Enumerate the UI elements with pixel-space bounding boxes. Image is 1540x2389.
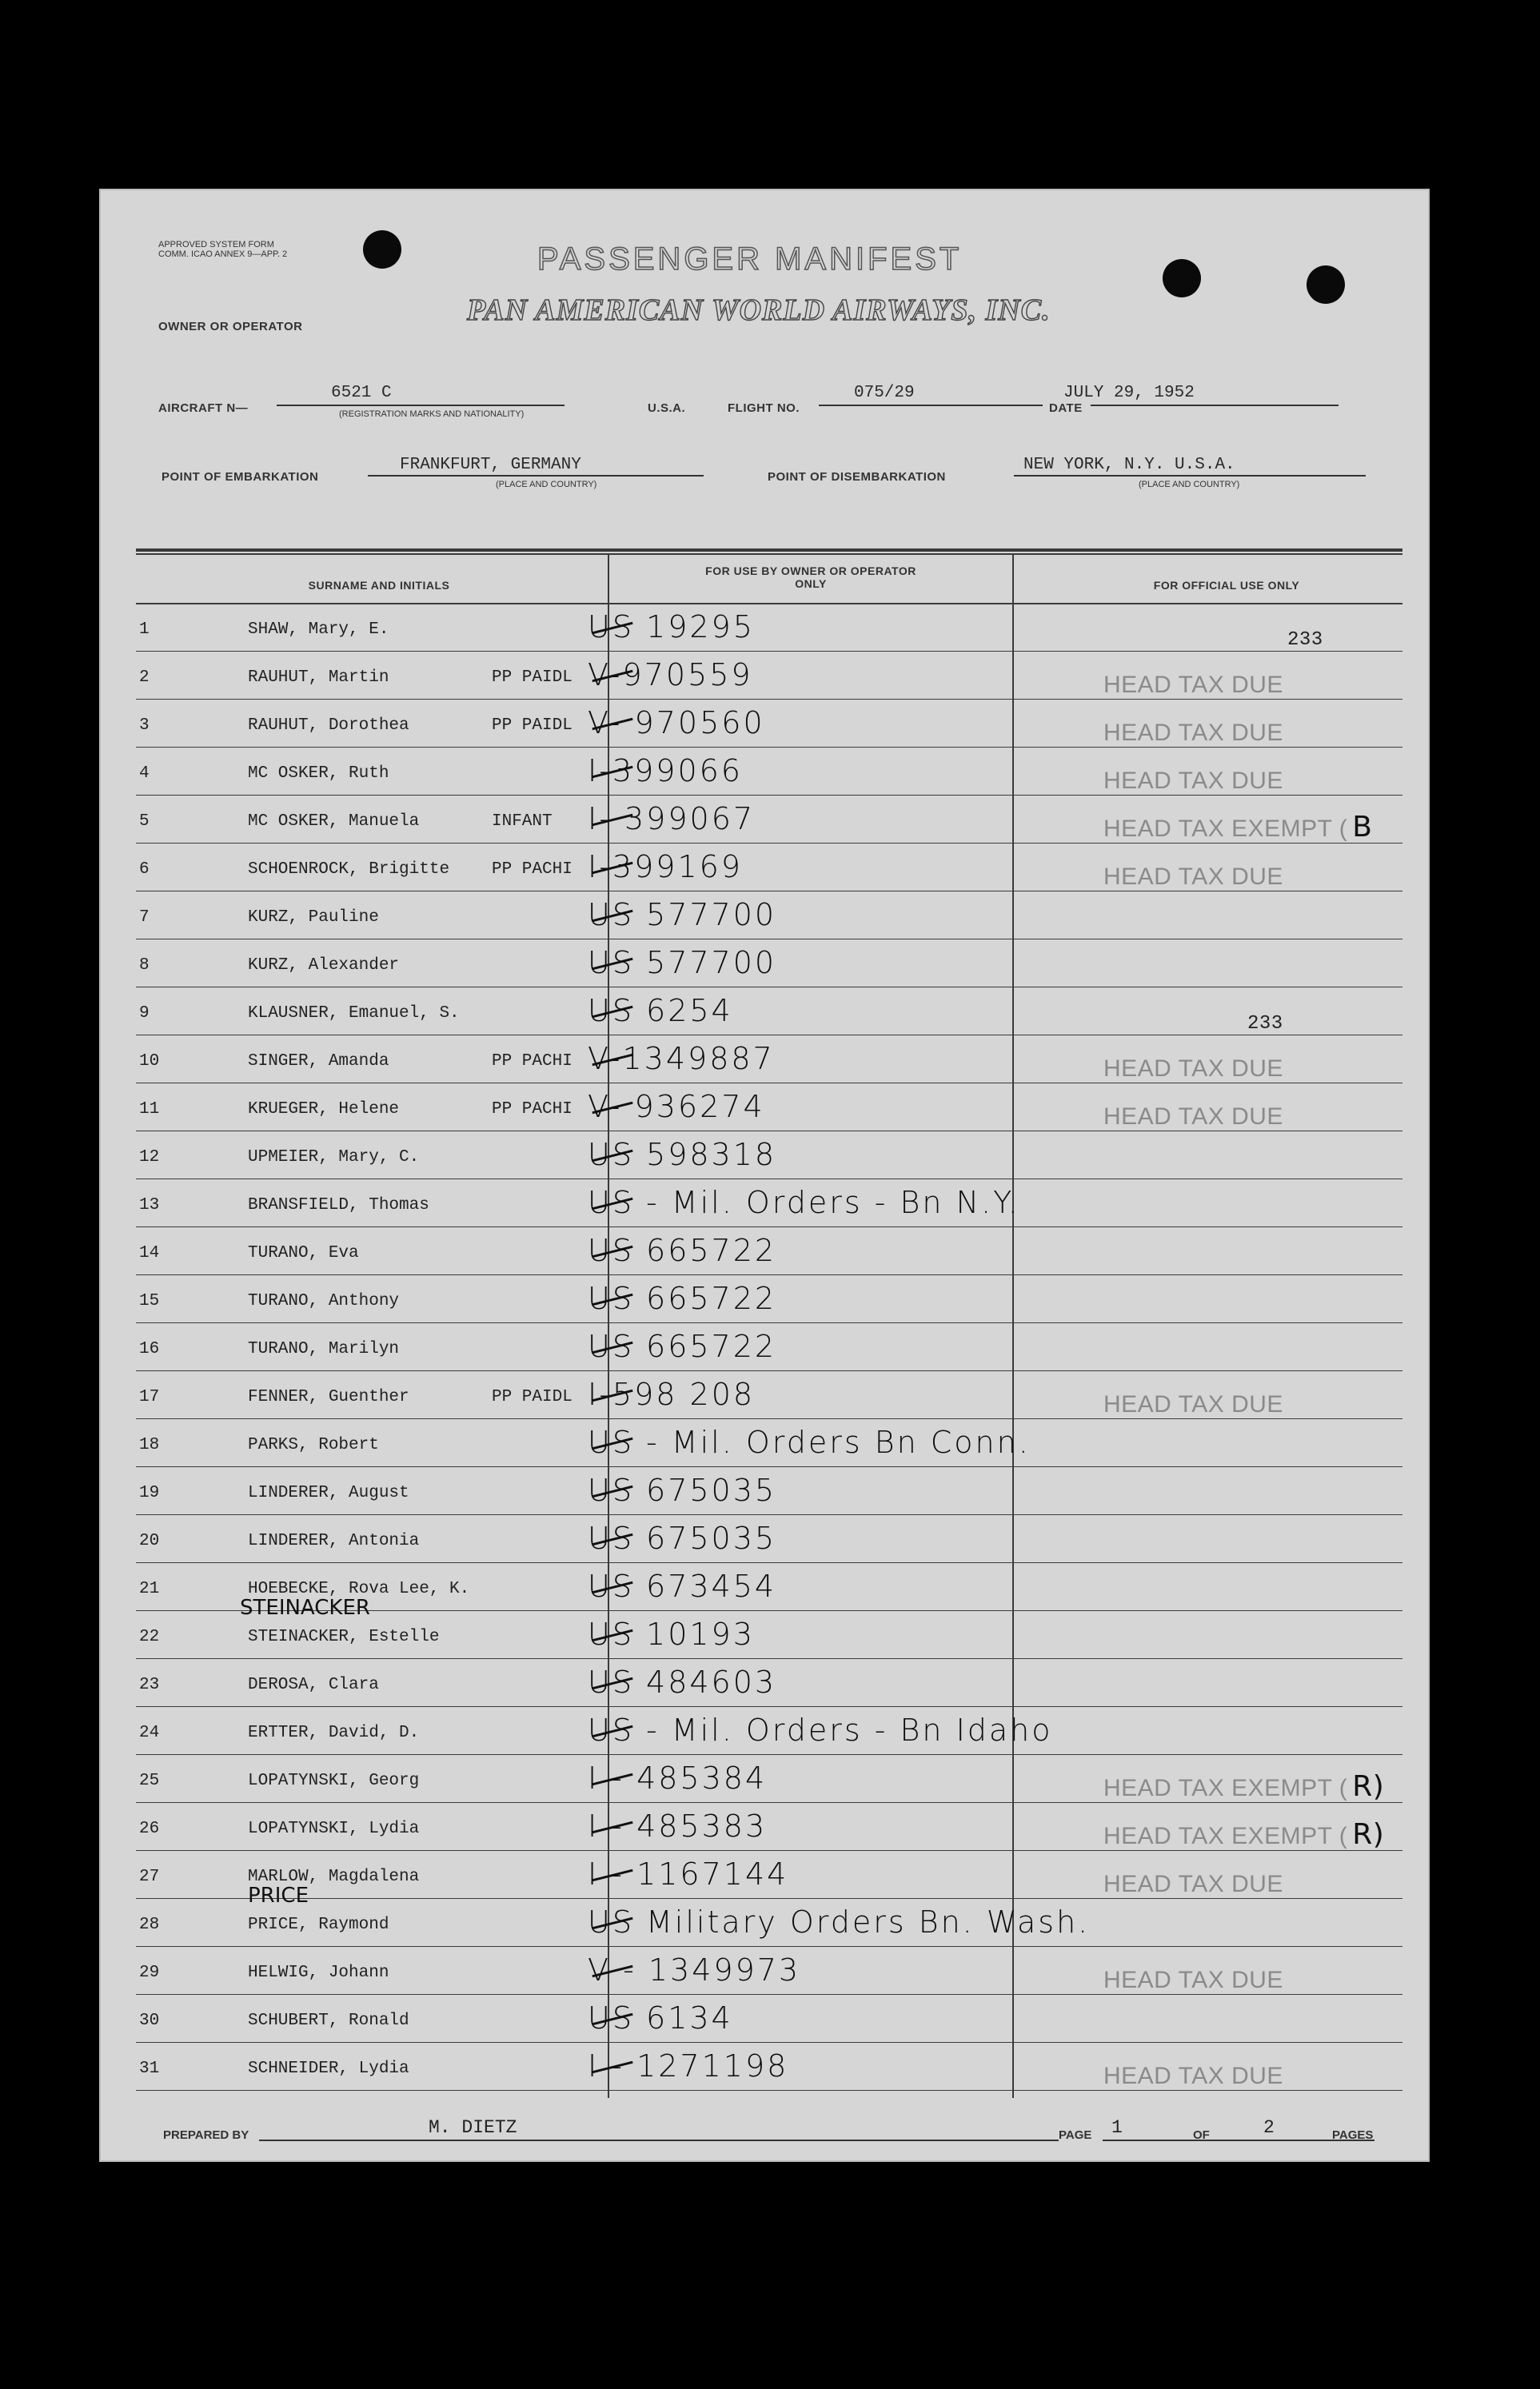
row-rule bbox=[136, 1274, 1402, 1275]
official-stamp bbox=[1103, 2058, 1288, 2091]
document-number: US 577700 bbox=[588, 897, 777, 932]
official-stamp-text: 233 bbox=[1247, 1013, 1283, 1035]
passenger-name: RAUHUT, Dorothea bbox=[248, 716, 409, 735]
document-number: US - Mil. Orders - Bn Idaho bbox=[588, 1713, 1053, 1748]
row-rule bbox=[136, 1946, 1402, 1947]
place-caption: (PLACE AND COUNTRY) bbox=[1139, 480, 1240, 489]
row-number: 30 bbox=[139, 2012, 160, 2030]
page-number: 1 bbox=[1111, 2117, 1123, 2138]
document-number: US 673454 bbox=[588, 1569, 777, 1604]
place-caption: (PLACE AND COUNTRY) bbox=[496, 480, 597, 489]
official-stamp bbox=[1103, 1962, 1288, 1995]
official-stamp bbox=[1103, 1386, 1288, 1419]
row-rule bbox=[136, 747, 1402, 748]
passenger-name: TURANO, Anthony bbox=[248, 1292, 400, 1310]
column-header-surname: SURNAME AND INITIALS bbox=[308, 579, 450, 592]
row-rule bbox=[136, 1562, 1402, 1563]
official-stamp bbox=[1247, 1003, 1288, 1035]
row-rule bbox=[136, 1466, 1402, 1467]
official-stamp bbox=[1103, 1051, 1288, 1083]
manifest-sheet bbox=[99, 189, 1430, 2162]
document-number: US 675035 bbox=[588, 1473, 777, 1508]
document-number: US 10193 bbox=[588, 1617, 755, 1652]
row-rule bbox=[136, 1850, 1402, 1851]
row-number: 14 bbox=[139, 1244, 160, 1262]
official-stamp bbox=[1103, 811, 1372, 844]
passenger-name: SCHNEIDER, Lydia bbox=[248, 2060, 409, 2078]
table-row bbox=[136, 844, 1402, 892]
document-number: US 598318 bbox=[588, 1137, 777, 1172]
document-number: US 665722 bbox=[588, 1233, 777, 1268]
row-number: 4 bbox=[139, 764, 150, 783]
table-row bbox=[136, 748, 1402, 796]
passenger-name: MARLOW, Magdalena bbox=[248, 1868, 420, 1886]
row-rule bbox=[136, 1706, 1402, 1707]
row-number: 23 bbox=[139, 1676, 160, 1694]
aircraft-value: 6521 C bbox=[331, 384, 392, 402]
row-number: 2 bbox=[139, 668, 150, 687]
official-stamp bbox=[1103, 1866, 1288, 1899]
table-top-rule bbox=[136, 548, 1402, 552]
row-number: 18 bbox=[139, 1436, 160, 1454]
row-number: 1 bbox=[139, 620, 150, 639]
punch-hole bbox=[1163, 259, 1201, 297]
passenger-remark: PP PACHI bbox=[492, 1052, 573, 1071]
pages-label: PAGES bbox=[1332, 2128, 1374, 2142]
table-row bbox=[136, 652, 1402, 700]
passenger-name: ERTTER, David, D. bbox=[248, 1724, 420, 1742]
passenger-name: PARKS, Robert bbox=[248, 1436, 379, 1454]
table-row bbox=[136, 1708, 1402, 1756]
table-row bbox=[136, 2044, 1402, 2092]
table-row bbox=[136, 988, 1402, 1036]
passenger-name: MC OSKER, Manuela bbox=[248, 812, 420, 831]
table-row bbox=[136, 1276, 1402, 1324]
document-number: V-970559 bbox=[588, 657, 753, 692]
passenger-remark: INFANT bbox=[492, 812, 553, 831]
flight-label: FLIGHT NO. bbox=[728, 401, 800, 415]
official-stamp-text: HEAD TAX DUE bbox=[1103, 720, 1283, 746]
row-rule bbox=[136, 651, 1402, 652]
table-row bbox=[136, 892, 1402, 940]
row-number: 28 bbox=[139, 1916, 160, 1934]
passenger-name: MC OSKER, Ruth bbox=[248, 764, 389, 783]
table-row bbox=[136, 1852, 1402, 1900]
passenger-name: RAUHUT, Martin bbox=[248, 668, 389, 687]
document-number: I-399066 bbox=[588, 753, 743, 788]
row-number: 12 bbox=[139, 1148, 160, 1167]
table-row bbox=[136, 1084, 1402, 1132]
document-number: US - Mil. Orders - Bn N.Y. bbox=[588, 1185, 1020, 1220]
table-row bbox=[136, 700, 1402, 748]
table-row bbox=[136, 1516, 1402, 1564]
document-number: US 577700 bbox=[588, 945, 777, 980]
page-total: 2 bbox=[1263, 2117, 1275, 2138]
official-stamp bbox=[1103, 1626, 1108, 1659]
official-mark: R) bbox=[1352, 1770, 1385, 1803]
official-stamp bbox=[1103, 715, 1288, 748]
row-number: 3 bbox=[139, 716, 150, 735]
document-number: US 19295 bbox=[588, 609, 755, 644]
official-stamp bbox=[1103, 1674, 1108, 1707]
row-number: 29 bbox=[139, 1964, 160, 1982]
official-stamp bbox=[1103, 1194, 1108, 1227]
official-stamp bbox=[1103, 1290, 1108, 1323]
document-number: I - 1167144 bbox=[588, 1857, 789, 1892]
passenger-name: KLAUSNER, Emanuel, S. bbox=[248, 1004, 460, 1023]
row-number: 22 bbox=[139, 1628, 160, 1646]
document-number: V- 936274 bbox=[588, 1089, 765, 1124]
row-rule bbox=[136, 1514, 1402, 1515]
column-header-owner: FOR USE BY OWNER OR OPERATOR ONLY bbox=[705, 564, 916, 590]
page-label: PAGE bbox=[1059, 2128, 1092, 2142]
row-number: 8 bbox=[139, 956, 150, 975]
document-number: US Military Orders Bn. Wash. bbox=[588, 1904, 1091, 1940]
underline bbox=[1091, 405, 1339, 406]
official-mark: B bbox=[1352, 811, 1373, 844]
row-number: 31 bbox=[139, 2060, 160, 2078]
document-number: US 484603 bbox=[588, 1665, 777, 1700]
passenger-remark: PP PAIDL bbox=[492, 716, 573, 735]
table-row bbox=[136, 1420, 1402, 1468]
disembark-value: NEW YORK, N.Y. U.S.A. bbox=[1023, 456, 1235, 474]
document-number: US 675035 bbox=[588, 1521, 777, 1556]
underline bbox=[259, 2140, 1059, 2141]
row-number: 6 bbox=[139, 860, 150, 879]
row-rule bbox=[136, 2042, 1402, 2043]
table-row bbox=[136, 1804, 1402, 1852]
row-rule bbox=[136, 1658, 1402, 1659]
official-mark: R) bbox=[1352, 1818, 1385, 1851]
official-stamp bbox=[1103, 1818, 1384, 1851]
passenger-name: KURZ, Pauline bbox=[248, 908, 379, 927]
passenger-remark: PP PACHI bbox=[492, 1100, 573, 1119]
row-number: 9 bbox=[139, 1004, 150, 1023]
table-row bbox=[136, 1324, 1402, 1372]
document-number: V - 1349973 bbox=[588, 1952, 801, 1988]
table-row bbox=[136, 1372, 1402, 1420]
passenger-name: DEROSA, Clara bbox=[248, 1676, 379, 1694]
official-stamp bbox=[1103, 667, 1288, 700]
document-number: I-399169 bbox=[588, 849, 743, 884]
handwritten-name-correction: STEINACKER bbox=[240, 1596, 370, 1620]
official-stamp bbox=[1287, 619, 1328, 652]
row-number: 21 bbox=[139, 1580, 160, 1598]
punch-hole bbox=[1307, 265, 1345, 304]
row-number: 11 bbox=[139, 1100, 160, 1119]
prepared-by: M. DIETZ bbox=[429, 2117, 517, 2138]
passenger-remark: PP PACHI bbox=[492, 860, 573, 879]
underline bbox=[1014, 475, 1366, 477]
table-row bbox=[136, 1228, 1402, 1276]
row-number: 5 bbox=[139, 812, 150, 831]
table-row bbox=[136, 1036, 1402, 1084]
official-stamp-text: HEAD TAX DUE bbox=[1103, 2063, 1283, 2089]
row-number: 17 bbox=[139, 1388, 160, 1406]
official-stamp-text: HEAD TAX EXEMPT ( bbox=[1103, 1823, 1348, 1849]
passenger-name: HOEBECKE, Rova Lee, K. bbox=[248, 1580, 470, 1598]
official-stamp-text: HEAD TAX DUE bbox=[1103, 672, 1283, 698]
official-stamp-text: HEAD TAX DUE bbox=[1103, 1967, 1283, 1993]
table-row bbox=[136, 604, 1402, 652]
table-row bbox=[136, 1468, 1402, 1516]
table-row bbox=[136, 1596, 1402, 1660]
carrier-name: PAN AMERICAN WORLD AIRWAYS, INC. bbox=[467, 293, 1051, 327]
official-stamp bbox=[1103, 1242, 1108, 1275]
row-number: 15 bbox=[139, 1292, 160, 1310]
official-stamp-text: HEAD TAX DUE bbox=[1103, 1871, 1283, 1897]
official-stamp bbox=[1103, 1770, 1384, 1803]
owner-label: OWNER OR OPERATOR bbox=[158, 320, 303, 333]
official-stamp bbox=[1103, 859, 1288, 891]
passenger-name: UPMEIER, Mary, C. bbox=[248, 1148, 420, 1167]
passenger-name: SINGER, Amanda bbox=[248, 1052, 389, 1071]
passenger-remark: PP PAIDL bbox=[492, 1388, 573, 1406]
official-stamp bbox=[1103, 2010, 1108, 2043]
date-value: JULY 29, 1952 bbox=[1063, 384, 1195, 402]
passenger-name: LOPATYNSKI, Georg bbox=[248, 1772, 420, 1790]
official-stamp bbox=[1103, 1147, 1108, 1179]
row-number: 7 bbox=[139, 908, 150, 927]
underline bbox=[368, 475, 704, 477]
passenger-name: KRUEGER, Helene bbox=[248, 1100, 400, 1119]
official-stamp bbox=[1103, 1722, 1108, 1755]
official-stamp bbox=[1103, 1338, 1108, 1371]
passenger-name: LOPATYNSKI, Lydia bbox=[248, 1820, 420, 1838]
document-number: I- 399067 bbox=[588, 801, 756, 836]
prepared-label: PREPARED BY bbox=[163, 2128, 249, 2142]
official-stamp bbox=[1103, 1434, 1108, 1467]
document-number: V- 970560 bbox=[588, 705, 765, 740]
row-rule bbox=[136, 1802, 1402, 1803]
flight-value: 075/29 bbox=[854, 384, 915, 402]
of-label: OF bbox=[1193, 2128, 1210, 2142]
passenger-name: STEINACKER, Estelle bbox=[248, 1628, 440, 1646]
row-rule bbox=[136, 1370, 1402, 1371]
table-row bbox=[136, 1180, 1402, 1228]
passenger-name: SCHOENROCK, Brigitte bbox=[248, 860, 450, 879]
date-label: DATE bbox=[1049, 401, 1083, 415]
official-stamp bbox=[1103, 907, 1108, 939]
row-number: 20 bbox=[139, 1532, 160, 1550]
official-stamp-text: 233 bbox=[1287, 629, 1323, 651]
table-row bbox=[136, 1996, 1402, 2044]
official-stamp-text: HEAD TAX DUE bbox=[1103, 1055, 1283, 1082]
handwritten-name-correction: PRICE bbox=[248, 1884, 309, 1908]
underline bbox=[277, 405, 565, 406]
table-row bbox=[136, 1756, 1402, 1804]
document-number: US - Mil. Orders Bn Conn. bbox=[588, 1425, 1031, 1460]
official-stamp-text: HEAD TAX DUE bbox=[1103, 1103, 1283, 1130]
row-rule bbox=[136, 1226, 1402, 1227]
row-rule bbox=[136, 1418, 1402, 1419]
table-row bbox=[136, 1132, 1402, 1180]
row-rule bbox=[136, 2090, 1402, 2091]
embark-label: POINT OF EMBARKATION bbox=[162, 470, 319, 484]
table-row bbox=[136, 796, 1402, 844]
document-number: US 665722 bbox=[588, 1281, 777, 1316]
official-stamp bbox=[1103, 955, 1108, 987]
table-row bbox=[136, 1660, 1402, 1708]
official-stamp bbox=[1103, 1578, 1108, 1611]
punch-hole bbox=[363, 230, 401, 269]
passenger-name: LINDERER, August bbox=[248, 1484, 409, 1502]
row-number: 19 bbox=[139, 1484, 160, 1502]
row-number: 27 bbox=[139, 1868, 160, 1886]
official-stamp-text: HEAD TAX DUE bbox=[1103, 768, 1283, 794]
official-stamp-text: HEAD TAX EXEMPT ( bbox=[1103, 816, 1348, 842]
official-stamp bbox=[1103, 1482, 1108, 1515]
passenger-name: KURZ, Alexander bbox=[248, 956, 400, 975]
approval-note: APPROVED SYSTEM FORM COMM. ICAO ANNEX 9—APP. 2 bbox=[158, 240, 288, 259]
passenger-remark: PP PAIDL bbox=[492, 668, 573, 687]
row-rule bbox=[136, 699, 1402, 700]
row-number: 24 bbox=[139, 1724, 160, 1742]
passenger-name: HELWIG, Johann bbox=[248, 1964, 389, 1982]
passenger-name: TURANO, Marilyn bbox=[248, 1340, 400, 1358]
row-number: 26 bbox=[139, 1820, 160, 1838]
row-rule bbox=[136, 1754, 1402, 1755]
passenger-name: SHAW, Mary, E. bbox=[248, 620, 389, 639]
document-number: US 665722 bbox=[588, 1329, 777, 1364]
row-number: 25 bbox=[139, 1772, 160, 1790]
official-stamp bbox=[1103, 1099, 1288, 1131]
document-number: US 6254 bbox=[588, 993, 733, 1028]
table-top-rule bbox=[136, 553, 1402, 555]
document-number: I - 1271198 bbox=[588, 2048, 789, 2084]
passenger-name: FENNER, Guenther bbox=[248, 1388, 409, 1406]
official-stamp bbox=[1103, 1914, 1108, 1947]
document-number: I - 485384 bbox=[588, 1761, 768, 1796]
row-rule bbox=[136, 1322, 1402, 1323]
passenger-name: BRANSFIELD, Thomas bbox=[248, 1196, 429, 1214]
passenger-name: TURANO, Eva bbox=[248, 1244, 359, 1262]
document-number: I - 485383 bbox=[588, 1809, 768, 1844]
document-number: I-598 208 bbox=[588, 1377, 756, 1412]
table-row bbox=[136, 940, 1402, 988]
usa-label: U.S.A. bbox=[648, 401, 686, 415]
row-number: 16 bbox=[139, 1340, 160, 1358]
official-stamp-text: HEAD TAX EXEMPT ( bbox=[1103, 1775, 1348, 1801]
column-header-official: FOR OFFICIAL USE ONLY bbox=[1153, 579, 1300, 592]
passenger-name: PRICE, Raymond bbox=[248, 1916, 389, 1934]
registration-caption: (REGISTRATION MARKS AND NATIONALITY) bbox=[339, 409, 525, 419]
official-stamp-text: HEAD TAX DUE bbox=[1103, 1391, 1283, 1418]
table-row bbox=[136, 1948, 1402, 1996]
official-stamp bbox=[1103, 1530, 1108, 1563]
passenger-name: SCHUBERT, Ronald bbox=[248, 2012, 409, 2030]
passenger-name: LINDERER, Antonia bbox=[248, 1532, 420, 1550]
row-number: 10 bbox=[139, 1052, 160, 1071]
page-title: PASSENGER MANIFEST bbox=[537, 241, 963, 277]
disembark-label: POINT OF DISEMBARKATION bbox=[768, 470, 946, 484]
underline bbox=[819, 405, 1043, 406]
row-number: 13 bbox=[139, 1196, 160, 1214]
official-stamp bbox=[1103, 763, 1288, 796]
row-rule bbox=[136, 1898, 1402, 1899]
row-rule bbox=[136, 795, 1402, 796]
embark-value: FRANKFURT, GERMANY bbox=[400, 456, 581, 474]
official-stamp-text: HEAD TAX DUE bbox=[1103, 863, 1283, 890]
row-rule bbox=[136, 1994, 1402, 1995]
row-rule bbox=[136, 843, 1402, 844]
document-number: V-1349887 bbox=[588, 1041, 775, 1076]
document-number: US 6134 bbox=[588, 2000, 733, 2036]
aircraft-label: AIRCRAFT N— bbox=[158, 401, 249, 415]
